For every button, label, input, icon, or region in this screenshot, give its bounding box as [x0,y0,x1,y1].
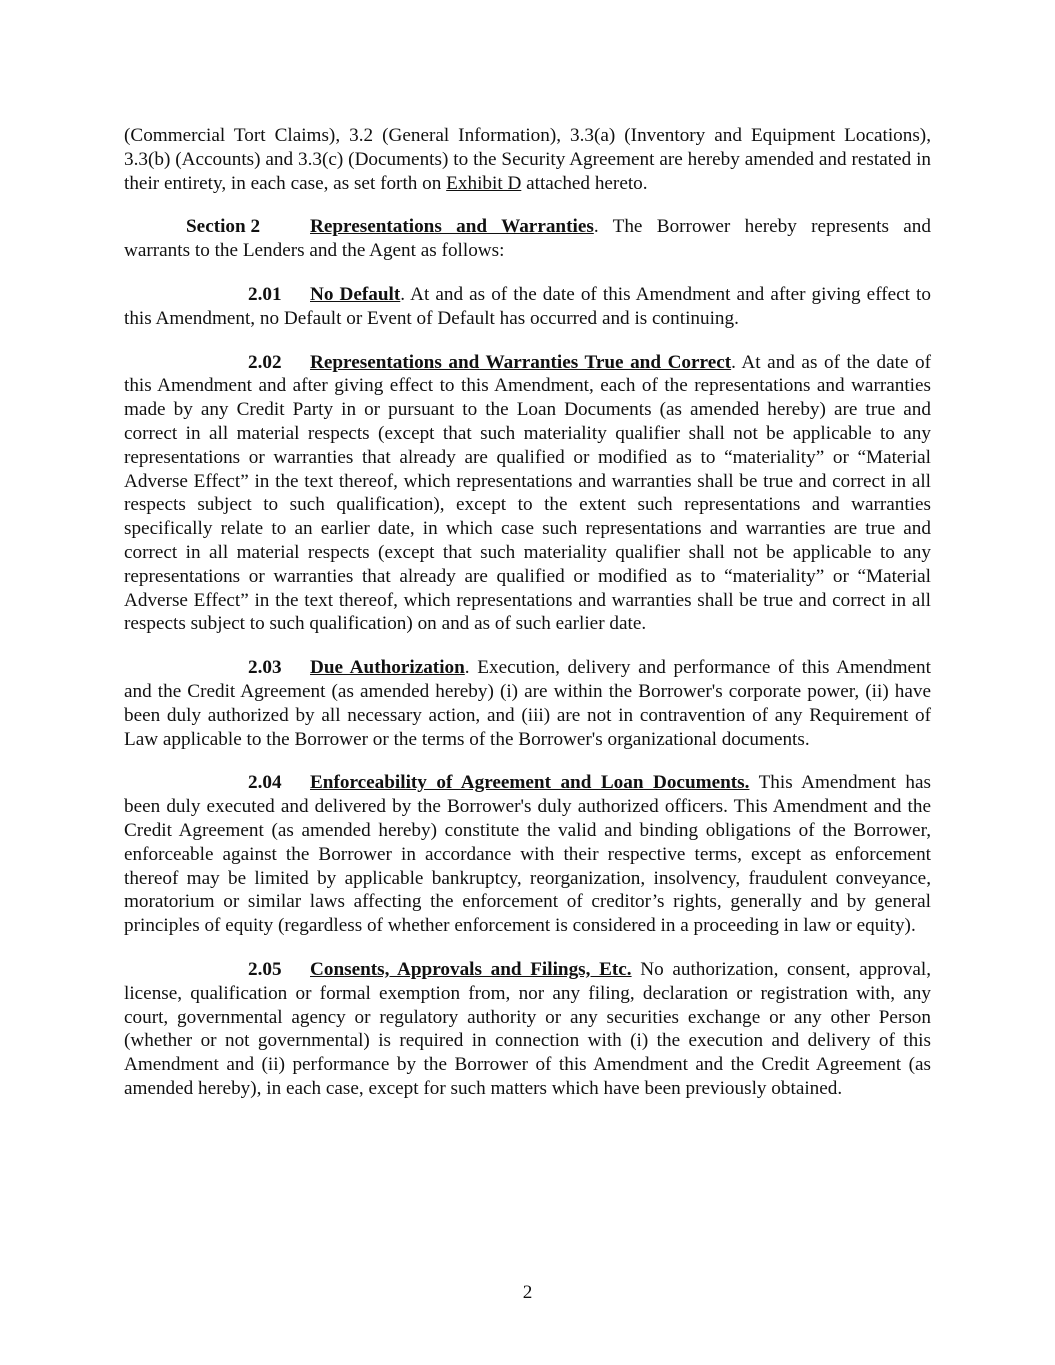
intro-text-before: (Commercial Tort Claims), 3.2 (General Information), 3.3(a) (Inventory and Equipment Locations), 3.3(b) (Accounts) and 3.3(c) (Documents) to the Security Agreement are hereby amended and restated in their entirety, in each case, as set forth on [124,125,931,194]
section-2-paragraph [124,215,931,263]
subsection-body: This Amendment has been duly executed and delivered by the Borrower's duly authorized officers. This Amendment and the Credit Agreement (as amended hereby) constitute the valid and binding obligations of the Borrower, enforceable against the Borrower in accordance with their respective terms, except as enforcement thereof may be limited by applicable bankruptcy, reorganization, insolvency, fraudulent conveyance, moratorium or similar laws affecting the enforcement of creditor’s rights, generally and by general principles of equity (regardless of whether enforcement is considered in a proceeding in law or equity). [124,772,931,937]
subsection-2-05 [124,958,931,1101]
document-page [124,124,931,1121]
subsection-body: . Execution, delivery and performance of this Amendment and the Credit Agreement (as amended hereby) (i) are within the Borrower's corporate power, (ii) have been duly authorized by all necessary action, and (iii) are not in contravention of any Requirement of Law applicable to the Borrower or the terms of the Borrower's organizational documents. [124,657,931,750]
intro-text-after: attached hereto. [521,172,648,194]
subsection-number: 2.02 [248,351,282,373]
subsection-2-03 [124,656,931,751]
subsection-heading: Enforceability of Agreement and Loan Documents. [310,772,750,794]
subsection-number: 2.05 [248,958,282,980]
subsection-heading: Due Authorization [310,657,465,679]
subsection-heading: No Default [310,283,401,305]
section-2-body: . The Borrower hereby represents and warrants to the Lenders and the Agent as follows: [124,216,931,262]
subsection-2-04 [124,771,931,938]
subsection-body: . At and as of the date of this Amendment and after giving effect to this Amendment, each of the representations and warranties made by any Credit Party in or pursuant to the Loan Documents (as amended hereby) are true and correct in all material respects (except that such materiality qualifier shall not be applicable to any representations or warranties that already are qualified or modified as to “materiality” or “Material Adverse Effect” in the text thereof, which representations and warranties shall be true and correct in all respects subject to such qualification), except to the extent such representations and warranties specifically relate to an earlier date, in which case such representations and warranties are true and correct in all material respects (except that such materiality qualifier shall not be applicable to any representations or warranties that already are qualified or modified as to “materiality” or “Material Adverse Effect” in the text thereof, which representations and warranties shall be true and correct in all respects subject to such qualification) on and as of such earlier date. [124,351,932,635]
section-2-heading: Representations and Warranties [310,216,594,238]
subsection-number: 2.01 [248,283,282,305]
subsection-2-01 [124,283,931,331]
section-2-number: Section 2 [186,216,261,238]
subsection-number: 2.03 [248,657,282,679]
intro-paragraph [124,124,931,195]
exhibit-d-reference: Exhibit D [446,172,522,194]
page-number: 2 [522,1282,533,1303]
subsection-2-02 [124,351,931,637]
subsection-number: 2.04 [248,772,282,794]
subsection-body: No authorization, consent, approval, license, qualification or formal exemption from, nor any filing, declaration or registration with, any court, governmental agency or regulatory authority or any securities exchange or any other Person (whether or not governmental) is required in connection with (i) the execution and delivery of this Amendment and (ii) performance by the Borrower of this Amendment and the Credit Agreement (as amended hereby), in each case, except for such matters which have been previously obtained. [124,958,931,1099]
subsection-heading: Representations and Warranties True and Correct [310,351,732,373]
subsection-heading: Consents, Approvals and Filings, Etc. [310,958,632,980]
subsection-body: . At and as of the date of this Amendment and after giving effect to this Amendment, no Default or Event of Default has occurred and is continuing. [124,283,931,329]
